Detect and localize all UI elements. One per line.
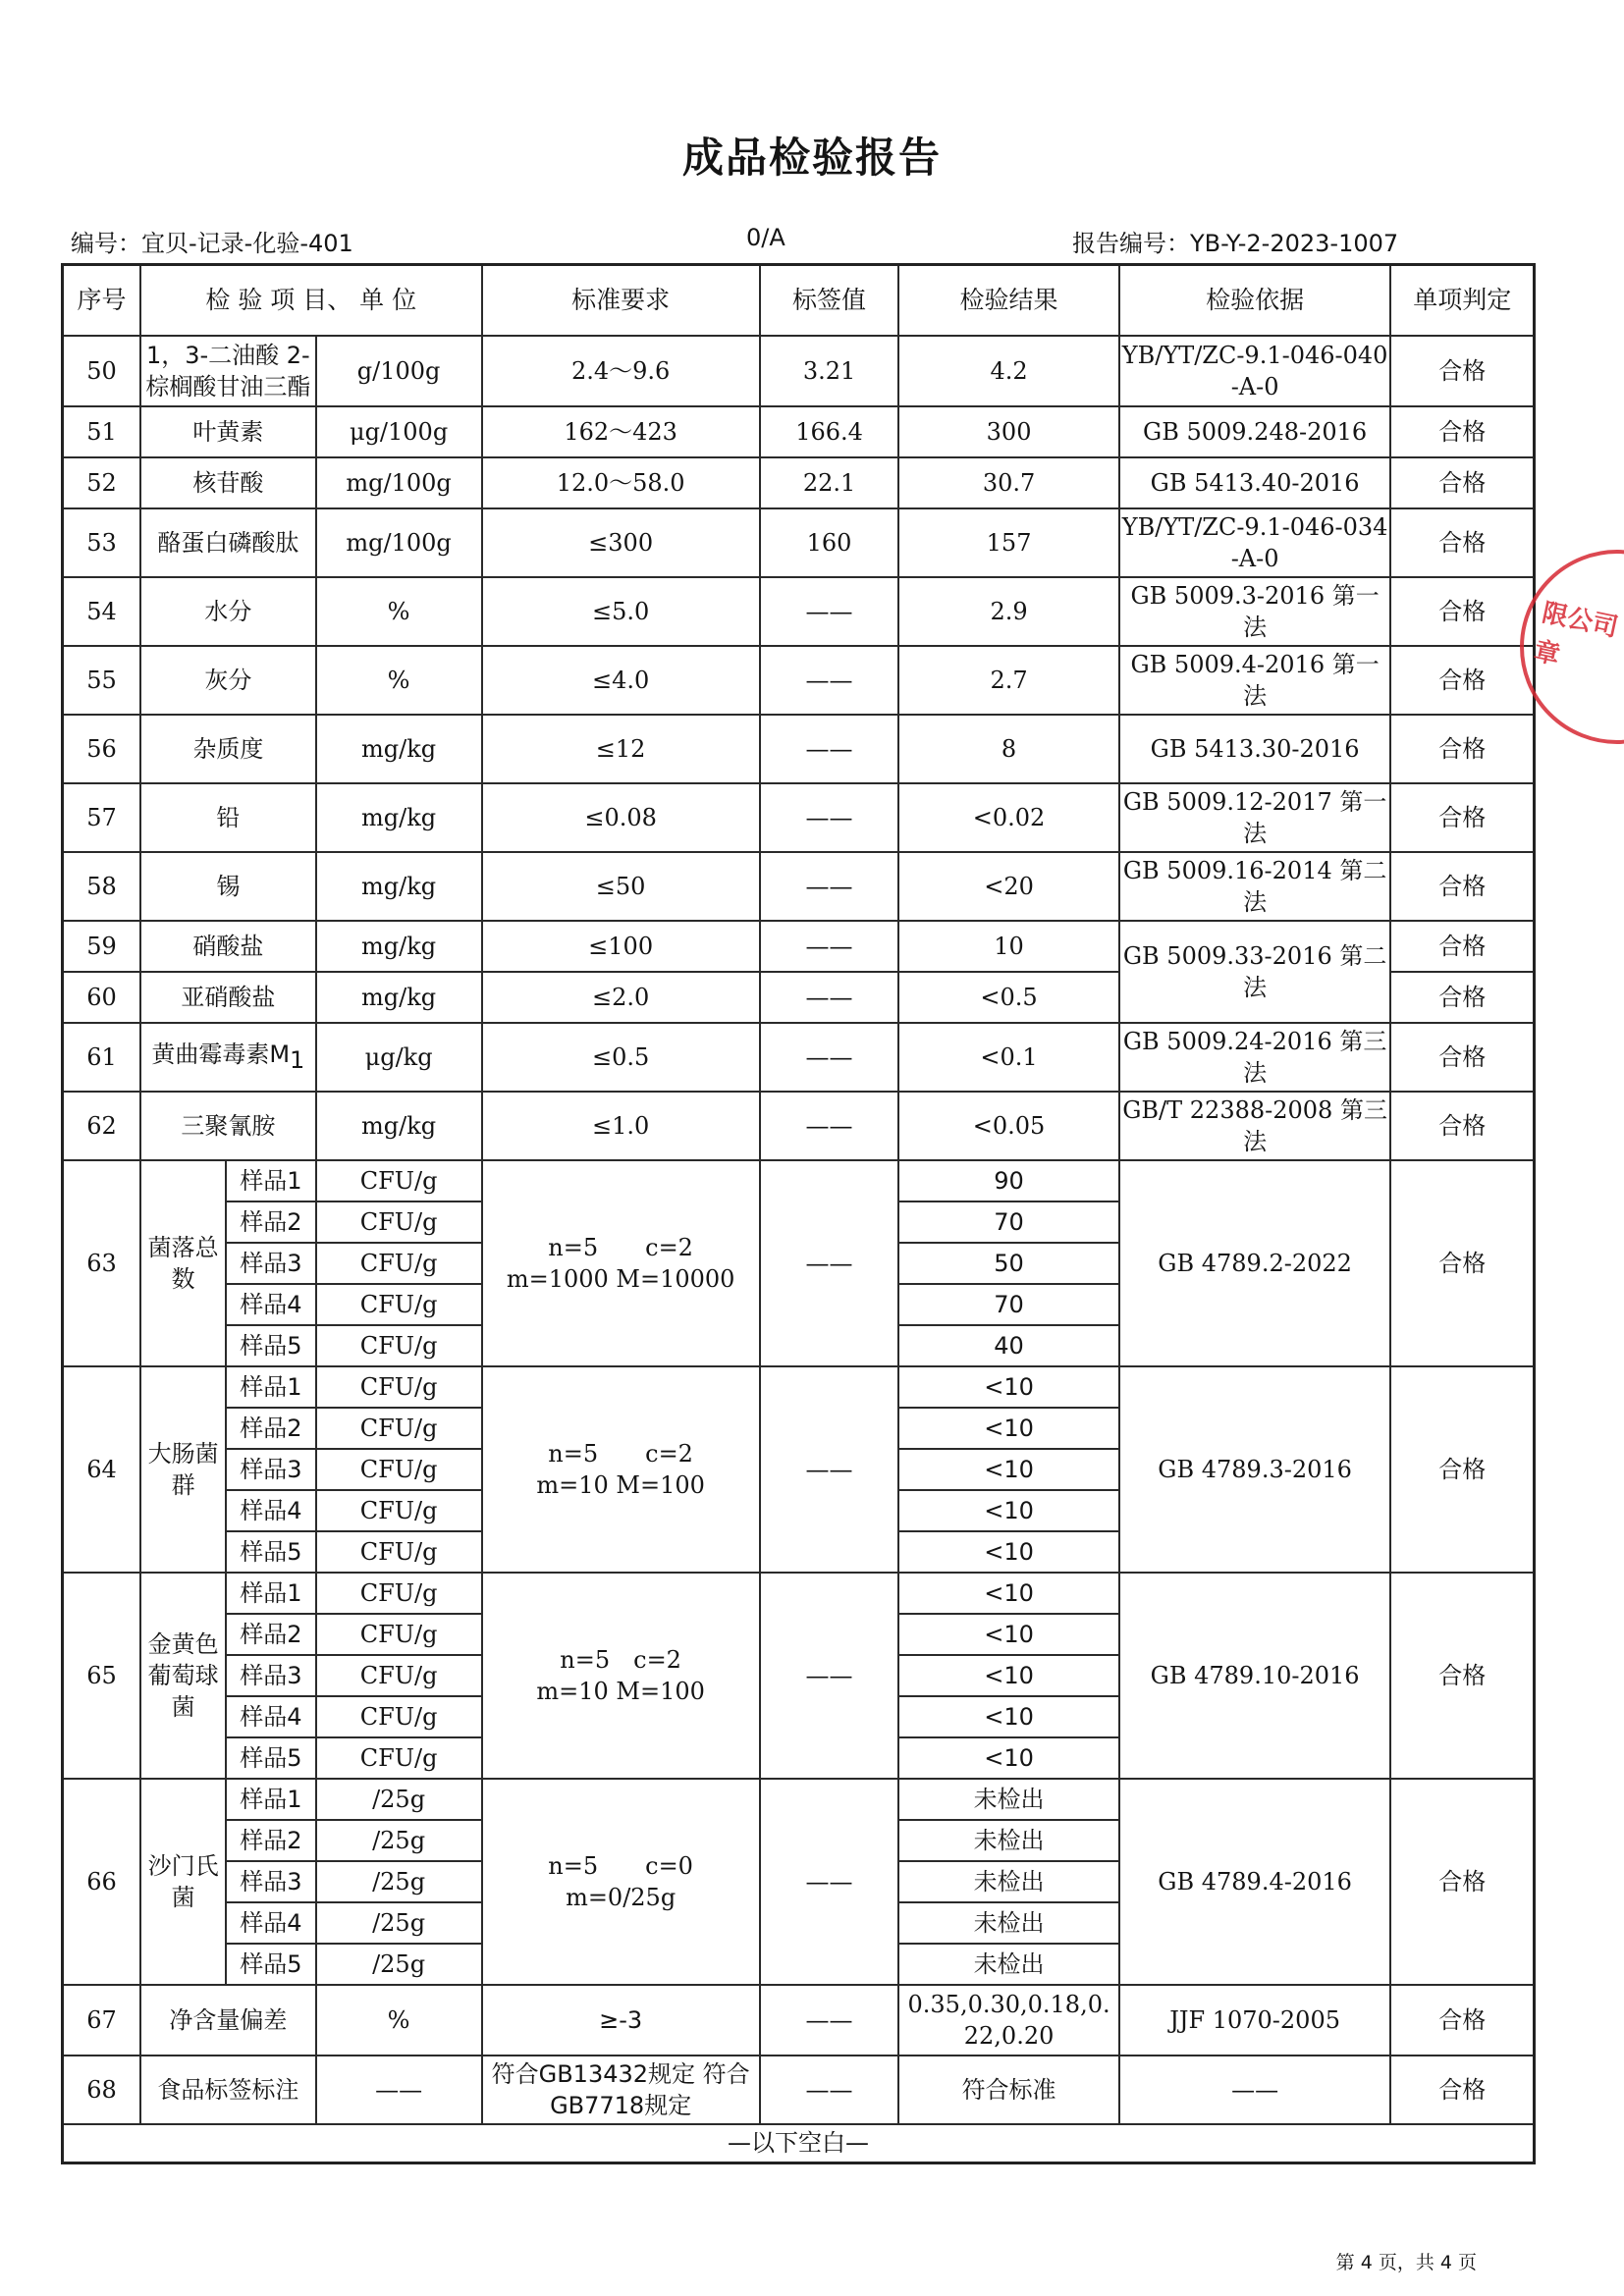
sample-row (63, 1779, 1535, 1820)
label-value: —— (760, 646, 899, 715)
verdict: 合格 (1390, 972, 1534, 1023)
verdict: 合格 (1390, 336, 1534, 406)
label-value: —— (760, 1023, 899, 1092)
sample-name: 样品3 (226, 1449, 316, 1490)
header-standard: 标准要求 (482, 265, 760, 336)
row-number: 61 (63, 1023, 141, 1092)
sample-name: 样品1 (226, 1573, 316, 1614)
standard-line-2: m=10 M=100 (536, 1677, 705, 1705)
test-basis: GB 5009.33-2016 第二法 (1119, 921, 1391, 1023)
label-value: —— (760, 1160, 899, 1366)
row-number: 51 (63, 406, 141, 457)
label-value: —— (760, 1779, 899, 1985)
unit: g/100g (316, 336, 482, 406)
verdict: 合格 (1390, 406, 1534, 457)
unit: % (316, 646, 482, 715)
table-row (63, 457, 1535, 508)
unit: μg/100g (316, 406, 482, 457)
unit: mg/100g (316, 508, 482, 577)
test-result: <0.02 (898, 783, 1118, 852)
sample-result: 未检出 (898, 1820, 1118, 1861)
test-result: <0.05 (898, 1092, 1118, 1160)
table-row (63, 1985, 1535, 2056)
test-basis: GB 5009.24-2016 第三法 (1119, 1023, 1391, 1092)
sample-result: 70 (898, 1201, 1118, 1243)
sample-name: 样品3 (226, 1243, 316, 1284)
header-no: 序号 (63, 265, 141, 336)
verdict: 合格 (1390, 783, 1534, 852)
test-basis: GB 5413.30-2016 (1119, 715, 1391, 783)
header-basis: 检验依据 (1119, 265, 1391, 336)
sample-name: 样品2 (226, 1614, 316, 1655)
test-item-name: 黄曲霉毒素M (151, 1040, 291, 1068)
standard-requirement: ≤300 (482, 508, 760, 577)
label-value: —— (760, 1366, 899, 1573)
page-number: 第 4 页，共 4 页 (1335, 2252, 1477, 2273)
table-row (63, 577, 1535, 646)
verdict: 合格 (1390, 1366, 1534, 1573)
verdict: 合格 (1390, 2056, 1534, 2124)
test-item-subscript: 1 (290, 1045, 305, 1074)
standard-requirement: 162～423 (482, 406, 760, 457)
sample-unit: CFU/g (316, 1614, 482, 1655)
sample-unit: CFU/g (316, 1243, 482, 1284)
row-number: 62 (63, 1092, 141, 1160)
test-result: <0.5 (898, 972, 1118, 1023)
test-result: 10 (898, 921, 1118, 972)
test-item: 大肠菌群 (140, 1366, 226, 1573)
test-item: 1，3-二油酸 2-棕榈酸甘油三酯 (140, 336, 316, 406)
test-basis: GB 4789.2-2022 (1119, 1160, 1391, 1366)
table-row (63, 852, 1535, 921)
standard-requirement: 2.4～9.6 (482, 336, 760, 406)
standard-requirement (482, 1366, 760, 1573)
sample-unit: /25g (316, 1779, 482, 1820)
sample-name: 样品5 (226, 1325, 316, 1366)
standard-requirement: ≤1.0 (482, 1092, 760, 1160)
table-row (63, 1092, 1535, 1160)
verdict: 合格 (1390, 852, 1534, 921)
test-item: 核苷酸 (140, 457, 316, 508)
blank-below-row (63, 2124, 1535, 2163)
sample-unit: /25g (316, 1944, 482, 1985)
unit: μg/kg (316, 1023, 482, 1092)
test-item: 灰分 (140, 646, 316, 715)
sample-name: 样品1 (226, 1160, 316, 1201)
standard-line-1: n=5 c=2 (560, 1645, 681, 1674)
sample-unit: CFU/g (316, 1531, 482, 1573)
sample-unit: CFU/g (316, 1201, 482, 1243)
seal-text: 限公司 章 (1531, 598, 1621, 671)
label-value: —— (760, 1092, 899, 1160)
sample-name: 样品5 (226, 1944, 316, 1985)
standard-requirement (482, 1779, 760, 1985)
standard-requirement: ≤0.5 (482, 1023, 760, 1092)
header-verdict: 单项判定 (1390, 265, 1534, 336)
test-item: 净含量偏差 (140, 1985, 316, 2056)
test-result: 0.35,0.30,0.18,0.22,0.20 (898, 1985, 1118, 2056)
sample-result: <10 (898, 1614, 1118, 1655)
standard-requirement (482, 1573, 760, 1779)
sample-result: 未检出 (898, 1779, 1118, 1820)
standard-requirement: ≥-3 (482, 1985, 760, 2056)
sample-name: 样品4 (226, 1696, 316, 1737)
row-number: 66 (63, 1779, 141, 1985)
row-number: 57 (63, 783, 141, 852)
sample-result: <10 (898, 1449, 1118, 1490)
test-basis: GB 5413.40-2016 (1119, 457, 1391, 508)
test-result: 30.7 (898, 457, 1118, 508)
test-item: 硝酸盐 (140, 921, 316, 972)
standard-requirement: 12.0～58.0 (482, 457, 760, 508)
row-number: 59 (63, 921, 141, 972)
label-value: —— (760, 715, 899, 783)
sample-name: 样品1 (226, 1779, 316, 1820)
inspection-table (61, 263, 1536, 2164)
sample-unit: CFU/g (316, 1325, 482, 1366)
test-result: <20 (898, 852, 1118, 921)
unit: mg/kg (316, 852, 482, 921)
verdict: 合格 (1390, 1092, 1534, 1160)
test-item: 金黄色葡萄球菌 (140, 1573, 226, 1779)
standard-requirement: ≤100 (482, 921, 760, 972)
label-value: 160 (760, 508, 899, 577)
sample-unit: CFU/g (316, 1490, 482, 1531)
label-value: —— (760, 972, 899, 1023)
unit: mg/kg (316, 972, 482, 1023)
label-value: —— (760, 852, 899, 921)
sample-result: <10 (898, 1737, 1118, 1779)
standard-line-2: m=10 M=100 (536, 1470, 705, 1499)
unit: mg/kg (316, 783, 482, 852)
label-value: 3.21 (760, 336, 899, 406)
test-basis: GB 5009.4-2016 第一法 (1119, 646, 1391, 715)
test-basis: GB/T 22388-2008 第三法 (1119, 1092, 1391, 1160)
test-item: 食品标签标注 (140, 2056, 316, 2124)
test-result: 8 (898, 715, 1118, 783)
table-row (63, 336, 1535, 406)
row-number: 54 (63, 577, 141, 646)
header-label: 标签值 (760, 265, 899, 336)
document-code: 编号：宜贝-记录-化验-401 (71, 230, 353, 257)
unit: mg/kg (316, 1092, 482, 1160)
table-row (63, 1023, 1535, 1092)
table-row (63, 646, 1535, 715)
label-value: 22.1 (760, 457, 899, 508)
standard-requirement: ≤0.08 (482, 783, 760, 852)
verdict: 合格 (1390, 1985, 1534, 2056)
sample-unit: CFU/g (316, 1449, 482, 1490)
unit: mg/kg (316, 715, 482, 783)
standard-line-1: n=5 c=2 (548, 1233, 693, 1261)
sample-row (63, 1573, 1535, 1614)
verdict: 合格 (1390, 457, 1534, 508)
standard-requirement: ≤2.0 (482, 972, 760, 1023)
document-version: 0/A (746, 224, 785, 251)
test-result: 4.2 (898, 336, 1118, 406)
test-basis: GB 5009.16-2014 第二法 (1119, 852, 1391, 921)
test-item: 杂质度 (140, 715, 316, 783)
label-value: 166.4 (760, 406, 899, 457)
label-value: —— (760, 1573, 899, 1779)
sample-row (63, 1160, 1535, 1201)
sample-name: 样品2 (226, 1201, 316, 1243)
sample-result: 40 (898, 1325, 1118, 1366)
label-value: —— (760, 1985, 899, 2056)
sample-name: 样品2 (226, 1408, 316, 1449)
unit: % (316, 577, 482, 646)
sample-name: 样品3 (226, 1861, 316, 1902)
sample-unit: CFU/g (316, 1408, 482, 1449)
test-result: <0.1 (898, 1023, 1118, 1092)
sample-name: 样品5 (226, 1737, 316, 1779)
standard-requirement: ≤5.0 (482, 577, 760, 646)
test-basis: —— (1119, 2056, 1391, 2124)
sample-unit: CFU/g (316, 1284, 482, 1325)
row-number: 63 (63, 1160, 141, 1366)
sample-name: 样品5 (226, 1531, 316, 1573)
test-basis: JJF 1070-2005 (1119, 1985, 1391, 2056)
row-number: 55 (63, 646, 141, 715)
row-number: 50 (63, 336, 141, 406)
verdict: 合格 (1390, 508, 1534, 577)
blank-below-text: —以下空白— (63, 2124, 1535, 2163)
sample-unit: CFU/g (316, 1366, 482, 1408)
test-item (140, 1023, 316, 1092)
standard-line-2: m=0/25g (566, 1883, 677, 1911)
header-result: 检验结果 (898, 265, 1118, 336)
sample-name: 样品4 (226, 1490, 316, 1531)
header-item: 检 验 项 目、 单 位 (140, 265, 482, 336)
label-value: —— (760, 783, 899, 852)
sample-name: 样品4 (226, 1902, 316, 1944)
test-item: 三聚氰胺 (140, 1092, 316, 1160)
test-result: 2.7 (898, 646, 1118, 715)
verdict: 合格 (1390, 715, 1534, 783)
sample-unit: CFU/g (316, 1573, 482, 1614)
sample-unit: /25g (316, 1902, 482, 1944)
standard-requirement: ≤12 (482, 715, 760, 783)
sample-result: 未检出 (898, 1861, 1118, 1902)
table-row (63, 715, 1535, 783)
standard-requirement: ≤4.0 (482, 646, 760, 715)
row-number: 53 (63, 508, 141, 577)
verdict: 合格 (1390, 1573, 1534, 1779)
test-basis: YB/YT/ZC-9.1-046-034-A-0 (1119, 508, 1391, 577)
standard-requirement: ≤50 (482, 852, 760, 921)
unit: % (316, 1985, 482, 2056)
standard-requirement: 符合GB13432规定 符合GB7718规定 (482, 2056, 760, 2124)
sample-unit: CFU/g (316, 1655, 482, 1696)
verdict: 合格 (1390, 1160, 1534, 1366)
sample-result: <10 (898, 1408, 1118, 1449)
sample-name: 样品2 (226, 1820, 316, 1861)
sample-name: 样品3 (226, 1655, 316, 1696)
table-row (63, 2056, 1535, 2124)
unit: —— (316, 2056, 482, 2124)
sample-unit: CFU/g (316, 1696, 482, 1737)
sample-result: <10 (898, 1573, 1118, 1614)
verdict: 合格 (1390, 646, 1534, 715)
standard-line-1: n=5 c=2 (548, 1439, 693, 1468)
row-number: 52 (63, 457, 141, 508)
sample-result: <10 (898, 1490, 1118, 1531)
row-number: 60 (63, 972, 141, 1023)
unit: mg/100g (316, 457, 482, 508)
sample-result: 50 (898, 1243, 1118, 1284)
test-basis: YB/YT/ZC-9.1-046-040-A-0 (1119, 336, 1391, 406)
sample-result: <10 (898, 1655, 1118, 1696)
test-basis: GB 5009.12-2017 第一法 (1119, 783, 1391, 852)
verdict: 合格 (1390, 921, 1534, 972)
row-number: 58 (63, 852, 141, 921)
table-row (63, 406, 1535, 457)
test-result: 符合标准 (898, 2056, 1118, 2124)
test-basis: GB 4789.3-2016 (1119, 1366, 1391, 1573)
standard-requirement (482, 1160, 760, 1366)
test-result: 2.9 (898, 577, 1118, 646)
unit: mg/kg (316, 921, 482, 972)
label-value: —— (760, 2056, 899, 2124)
sample-result: <10 (898, 1531, 1118, 1573)
report-title: 成品检验报告 (681, 133, 942, 182)
row-number: 65 (63, 1573, 141, 1779)
sample-unit: /25g (316, 1820, 482, 1861)
sample-result: <10 (898, 1696, 1118, 1737)
sample-result: 70 (898, 1284, 1118, 1325)
sample-name: 样品1 (226, 1366, 316, 1408)
test-basis: GB 5009.248-2016 (1119, 406, 1391, 457)
test-basis: GB 5009.3-2016 第一法 (1119, 577, 1391, 646)
test-result: 300 (898, 406, 1118, 457)
row-number: 67 (63, 1985, 141, 2056)
table-row (63, 783, 1535, 852)
sample-name: 样品4 (226, 1284, 316, 1325)
test-basis: GB 4789.4-2016 (1119, 1779, 1391, 1985)
table-row (63, 921, 1535, 972)
test-item: 酪蛋白磷酸肽 (140, 508, 316, 577)
test-basis: GB 4789.10-2016 (1119, 1573, 1391, 1779)
test-item: 水分 (140, 577, 316, 646)
row-number: 68 (63, 2056, 141, 2124)
inspection-table-body (63, 336, 1535, 2163)
sample-unit: /25g (316, 1861, 482, 1902)
verdict: 合格 (1390, 577, 1534, 646)
label-value: —— (760, 577, 899, 646)
test-item: 锡 (140, 852, 316, 921)
test-item: 铅 (140, 783, 316, 852)
sample-result: 未检出 (898, 1944, 1118, 1985)
test-item: 亚硝酸盐 (140, 972, 316, 1023)
standard-line-2: m=1000 M=10000 (506, 1264, 735, 1293)
verdict: 合格 (1390, 1023, 1534, 1092)
sample-unit: CFU/g (316, 1737, 482, 1779)
sample-unit: CFU/g (316, 1160, 482, 1201)
sample-result: 未检出 (898, 1902, 1118, 1944)
test-item: 叶黄素 (140, 406, 316, 457)
test-item: 沙门氏菌 (140, 1779, 226, 1985)
sample-result: <10 (898, 1366, 1118, 1408)
test-result: 157 (898, 508, 1118, 577)
label-value: —— (760, 921, 899, 972)
verdict: 合格 (1390, 1779, 1534, 1985)
table-row (63, 508, 1535, 577)
sample-row (63, 1366, 1535, 1408)
standard-line-1: n=5 c=0 (548, 1851, 693, 1880)
report-number: 报告编号：YB-Y-2-2023-1007 (1072, 230, 1399, 257)
test-item: 菌落总数 (140, 1160, 226, 1366)
row-number: 56 (63, 715, 141, 783)
row-number: 64 (63, 1366, 141, 1573)
sample-result: 90 (898, 1160, 1118, 1201)
